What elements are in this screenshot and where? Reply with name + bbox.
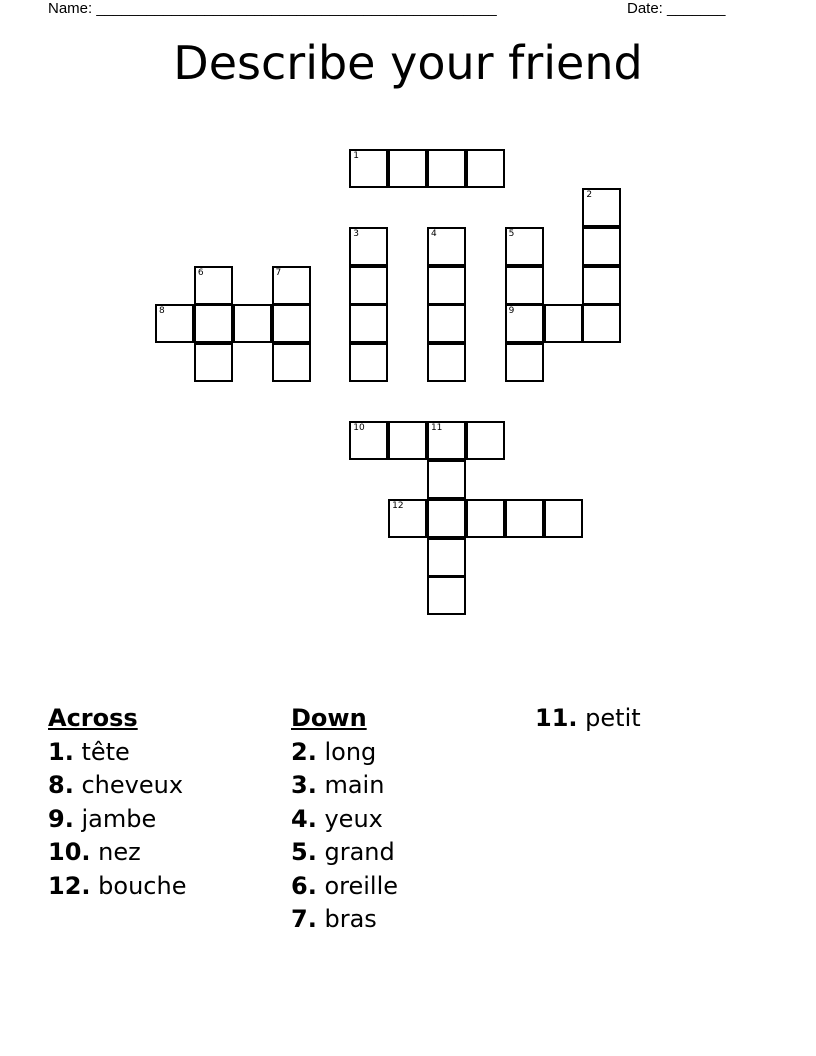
clue-item (291, 769, 398, 803)
clue-text: jambe (81, 804, 157, 833)
grid-cell[interactable] (272, 304, 311, 343)
grid-cell[interactable] (427, 499, 466, 538)
grid-cell[interactable] (194, 266, 233, 305)
clue-number: 2 (586, 189, 593, 200)
clue-number: 8. (48, 771, 74, 799)
grid-cell[interactable] (349, 421, 388, 460)
grid-cell[interactable] (505, 266, 544, 305)
grid-cell[interactable] (427, 227, 466, 266)
grid-cell[interactable] (427, 421, 466, 460)
down-heading: Down (291, 704, 367, 732)
clue-number: 11. (535, 704, 578, 732)
grid-cell[interactable] (427, 343, 466, 382)
clue-number: 1 (353, 151, 359, 161)
grid-cell[interactable] (505, 304, 544, 343)
clue-number: 8 (159, 306, 165, 317)
across-clues (48, 702, 186, 903)
grid-cell[interactable] (582, 304, 621, 343)
clue-text: grand (324, 838, 395, 866)
grid-cell[interactable] (582, 266, 621, 305)
grid-cell[interactable] (349, 227, 388, 266)
clue-number: 12 (392, 500, 404, 511)
clue-number: 11 (430, 422, 443, 433)
grid-cell[interactable] (544, 304, 583, 343)
grid-cell[interactable] (233, 304, 272, 343)
name-field[interactable]: Name: ________________________________________________ (48, 0, 497, 17)
clue-number: 6 (197, 267, 204, 278)
grid-cell[interactable] (582, 188, 621, 227)
grid-cell[interactable] (466, 499, 505, 538)
clue-number: 2. (291, 737, 317, 766)
grid-cell[interactable] (466, 149, 505, 188)
grid-cell[interactable] (272, 343, 311, 382)
clue-number: 4 (430, 228, 437, 239)
across-heading: Across (48, 704, 138, 732)
grid-cell[interactable] (427, 304, 466, 343)
clue-number: 3. (291, 771, 317, 799)
grid-cell[interactable] (544, 499, 583, 538)
clue-item (291, 736, 398, 770)
clue-item (48, 736, 186, 770)
clue-text: bouche (98, 871, 187, 900)
clue-text: oreille (324, 871, 399, 900)
clue-item (291, 903, 398, 937)
grid-cell[interactable] (349, 149, 388, 188)
grid-cell[interactable] (466, 421, 505, 460)
clue-text: long (324, 737, 377, 766)
grid-cell[interactable] (582, 227, 621, 266)
clue-text: main (324, 771, 385, 799)
down-clues-continued (535, 702, 641, 736)
grid-cell[interactable] (427, 149, 466, 188)
clue-number: 3 (353, 228, 359, 239)
clue-item (291, 803, 398, 837)
grid-cell[interactable] (427, 576, 466, 615)
page-title: Describe your friend (173, 36, 643, 90)
grid-cell[interactable] (505, 343, 544, 382)
clue-item (48, 836, 186, 870)
clue-number: 10. (48, 838, 91, 866)
clue-number: 10 (353, 422, 365, 433)
clue-item (48, 870, 186, 904)
grid-cell[interactable] (272, 266, 311, 305)
clue-number: 7. (291, 905, 317, 933)
clue-item (535, 702, 641, 736)
grid-cell[interactable] (427, 460, 466, 499)
grid-cell[interactable] (194, 304, 233, 343)
clue-item (48, 803, 186, 837)
clue-number: 12. (48, 871, 91, 900)
date-field[interactable]: Date: _______ (627, 0, 726, 17)
grid-cell[interactable] (349, 266, 388, 305)
clue-number: 1. (48, 737, 74, 766)
grid-cell[interactable] (427, 266, 466, 305)
clue-number: 5 (508, 228, 515, 239)
grid-cell[interactable] (505, 499, 544, 538)
grid-cell[interactable] (155, 304, 194, 343)
clue-text: tête (81, 737, 130, 766)
clue-number: 6. (291, 871, 317, 900)
clue-text: bras (324, 905, 377, 933)
clue-item (291, 836, 398, 870)
clue-text: yeux (324, 804, 383, 833)
clue-number: 5. (291, 838, 317, 866)
clue-number: 4. (291, 804, 317, 833)
clue-text: nez (98, 838, 141, 866)
clue-number: 9. (48, 804, 74, 833)
clue-item (291, 870, 398, 904)
clue-number: 9 (508, 306, 515, 317)
grid-cell[interactable] (388, 499, 427, 538)
grid-cell[interactable] (388, 149, 427, 188)
clue-number: 7 (275, 267, 282, 278)
grid-cell[interactable] (505, 227, 544, 266)
grid-cell[interactable] (427, 538, 466, 577)
clue-item (48, 769, 186, 803)
down-clues (291, 702, 398, 937)
grid-cell[interactable] (388, 421, 427, 460)
grid-cell[interactable] (349, 304, 388, 343)
grid-cell[interactable] (194, 343, 233, 382)
grid-cell[interactable] (349, 343, 388, 382)
clue-text: petit (585, 704, 641, 732)
clue-text: cheveux (81, 771, 184, 799)
